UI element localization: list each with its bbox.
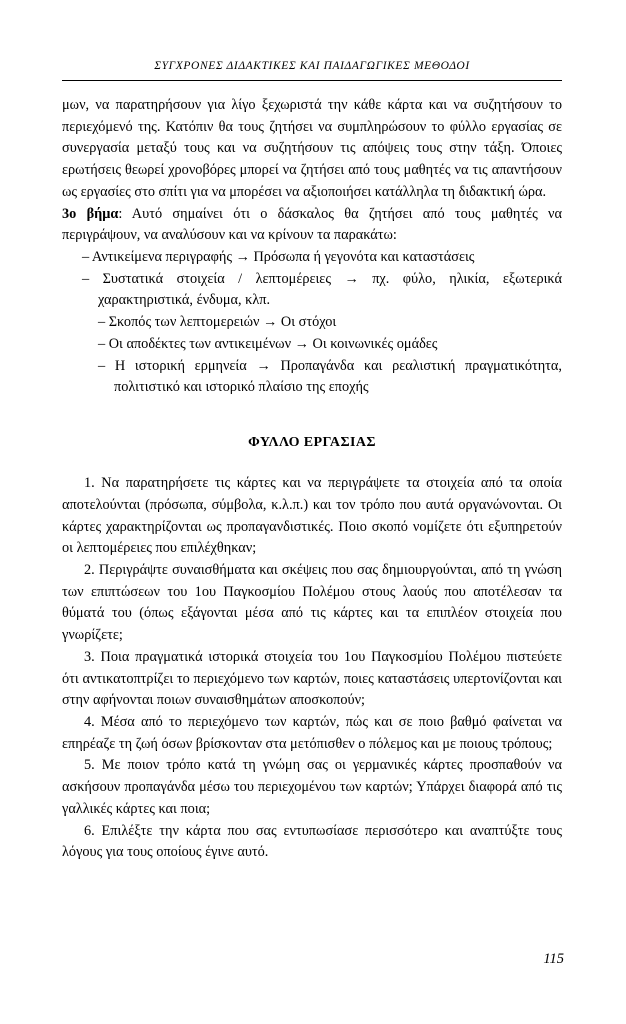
question-item: 6. Επιλέξτε την κάρτα που σας εντυπωσίασε περισσότερο και αναπτύξτε τους λόγους για τους οποίους έγινε αυτό. xyxy=(62,822,562,861)
bullet-item: – Συστατικά στοιχεία / λεπτομέρειες → πχ. φύλο, ηλικία, εξωτερικά χαρακτηριστικά, ένδυμα, κλπ. xyxy=(82,270,562,309)
page-number: 115 xyxy=(543,951,564,967)
page-content xyxy=(62,60,562,864)
bullet-item: – Αντικείμενα περιγραφής → Πρόσωπα ή γεγονότα και καταστάσεις xyxy=(82,249,475,266)
body-block xyxy=(62,95,562,399)
question-item: 3. Ποια πραγματικά ιστορικά στοιχεία του 1ου Παγκοσμίου Πολέμου πιστεύετε ότι αντικατοπτρίζει το περιεχόμενο των καρτών, ποιες καταστάσεις υπερτονίζονται και στην αφήνονται ποιων συναισθημάτων αποσκοπούν; xyxy=(62,648,562,709)
step-paragraph xyxy=(62,204,562,247)
header-rule xyxy=(62,80,562,81)
question-item: 2. Περιγράψτε συναισθήματα και σκέψεις που σας δημιουργούνται, από τη γνώση των επιπτώσεων του 1ου Παγκοσμίου Πολέμου στους λαούς που αποτέλεσαν τα θύματά του (όπως εξάγονται μέσα από τις κάρτες και τα επιπλέον στοιχεία που γνωρίζετε; xyxy=(62,561,562,644)
bullet-item: – Οι αποδέκτες των αντικειμένων → Οι κοινωνικές ομάδες xyxy=(98,335,438,352)
bullet-item: – Σκοπός των λεπτομερειών → Οι στόχοι xyxy=(98,314,337,331)
worksheet-questions xyxy=(62,473,562,864)
question-item: 5. Με ποιον τρόπο κατά τη γνώμη σας οι γερμανικές κάρτες προσπαθούν να ασκήσουν προπαγάνδα μέσω του περιεχομένου των καρτών; Υπάρχει διαφορά από τις γαλλικές κάρτες και ποια; xyxy=(62,757,562,817)
paragraph-continued: μων, να παρατηρήσουν για λίγο ξεχωριστά την κάθε κάρτα και να συζητήσουν το περιεχόμενό της. Κατόπιν θα τους ζητήσει να συμπληρώσουν το φύλλο εργασίας σε συνεργασία μεταξύ τους και να συζητήσουν τις απόψεις τους στην τάξη. Όποιες ερωτήσεις θεωρεί χρονοβόρες μπορεί να ζητήσει από τους μαθητές να τις απαντήσουν ως εργασίες στο σπίτι για να μπορέσει να αξιοποιήσει κατάλληλα τη διδακτική ώρα. xyxy=(62,97,562,200)
question-item: 1. Να παρατηρήσετε τις κάρτες και να περιγράψετε τα στοιχεία από τα οποία αποτελούνται (πρόσωπα, σύμβολα, κ.λ.π.) και τον τρόπο που αυτά οργανώνονται. Οι κάρτες χαρακτηρίζονται ως προπαγανδιστικές. Ποιο σκοπό νομίζετε ότι εξυπηρετούν οι λεπτομέρειες που επιλέχθηκαν; xyxy=(62,475,562,557)
step-text: : Αυτό σημαίνει ότι ο δάσκαλος θα ζητήσει από τους μαθητές να περιγράψουν, να αναλύσουν και να κρίνουν τα παρακάτω: xyxy=(62,205,562,244)
worksheet-title: ΦΥΛΛΟ ΕΡΓΑΣΙΑΣ xyxy=(248,435,376,451)
bullet-item: – Η ιστορική ερμηνεία → Προπαγάνδα και ρεαλιστική πραγματικότητα, πολιτιστικό και ιστορικό πλαίσιο της εποχής xyxy=(98,357,562,396)
question-item: 4. Μέσα από το περιεχόμενο των καρτών, πώς και σε ποιο βαθμό φαίνεται να επηρέαζε τη ζωή όσων βρίσκονταν στα μετόπισθεν ο πόλεμος και με ποιους τρόπους; xyxy=(62,713,562,752)
running-head: ΣΥΓΧΡΟΝΕΣ ΔΙΔΑΚΤΙΚΕΣ ΚΑΙ ΠΑΙΔΑΓΩΓΙΚΕΣ ΜΕΘΟΔΟΙ xyxy=(154,60,470,72)
step-label: 3ο βήμα xyxy=(62,205,119,222)
